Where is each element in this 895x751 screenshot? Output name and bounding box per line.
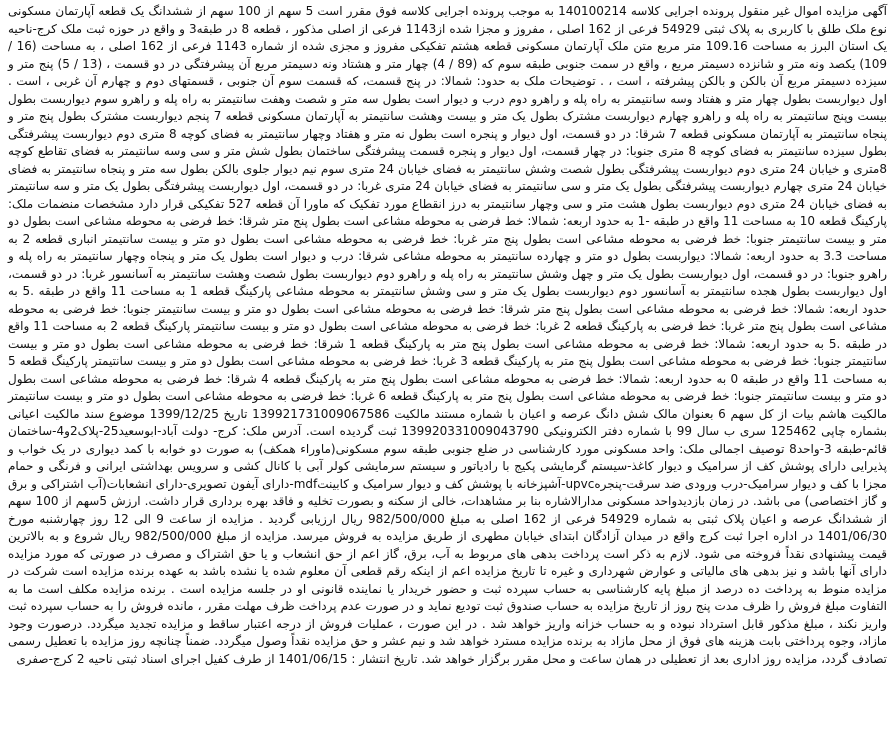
auction-notice-text: آگهی مزایده اموال غیر منقول پرونده اجرایی کلاسه 140100214 به موجب پرونده اجرایی کلاسه فوق مقرر است 5 سهم از 100 سهم از ششدانگ یک قطعه آپارتمان مسکونی نوع ملک طلق با کاربری به پلاک ثبتی 54929 فرعی از 162 اصلی ، مفروز و مجزا شده از1143 فرعی از اصلی مذکور ، قطعه 8 در طبقه3 و واقع در حوزه ثبت ملک کرج-ناحیه یک استان البرز به مساحت 109.16 متر مربع متن ملک آپارتمان مسکونی قطعه هشتم تفکیکی مفروز و مجزی شده از شماره 1143 فرعی از 162 اصلی ، به مساحت (16 / 109) یکصد ونه متر و شانزده دسیمتر مربع ، واقع در سمت جنوبی طبقه سوم که (89 / 4) چهار متر و هشتاد ونه دسیمتر مربع آن پیشرفتگی در دو قسمت ، (13 / 5) پنج متر و سیزده دسیمتر مربع آن بالکن و بالکن پیشرفته ، است ، . توضیحات ملک به حدود: شمالا: در پنج قسمت، که قسمت سوم آن جنوبی ، قسمتهای دوم و چهارم آن غربی ، است . اول دیواربست بطول چهار متر و هفتاد وسه سانتیمتر به راه پله و راهرو دوم درب و دیوار است بطول سه متر و شصت وهفت سانتیمتر به راه پله و راهرو سوم دیواربست بطول بیست وپنج سانتیمتر به راه پله و راهرو چهارم دیواربست مشترک بطول یک متر و بیست وهشت سانتیمتر به آپارتمان مسکونی قطعه 7 پنجم دیواربست مشترک بطول پنج متر و پنجاه سانتیمتر به آپارتمان مسکونی قطعه 7 شرقا: در دو قسمت، اول دیوار و پنجره است بطول نه متر و هفتاد وچهار سانتیمتر به فضای کوچه 8 متری دوم دیواربست پیشرفتگی بطول سیزده سانتیمتر به فضای کوچه 8 متری جنوبا: در چهار قسمت، اول دیوار و پنجره قسمت پیشرفتگی ساختمان بطول شش متر و سی وسه سانتیمتر به فضای تقاطع کوچه 8متری و خیابان 24 متری دوم دیواربست پیشرفتگی بطول شصت وشش سانتیمتر به فضای خیابان 24 متری سوم نیم دیوار جلوی بالکن بطول سه متر و پنجاه سانتیمتر به فضای خیابان 24 متری چهارم دیواربست پیشرفتگی بطول یک متر و سی سانتیمتر به فضای خیابان 24 متری غربا: در دو قسمت، اول دیواربست پیشرفتگی بطول یک متر و سه سانتیمتر به فضای خیابان 24 متری دوم دیواربست بطول هشت متر و سی وچهار سانتیمتر به درز انقطاع مورد تفکیک که ماورا آن قطعه 527 تفکیکی قرار دارد مشخصات منضمات ملک: پارکینگ قطعه 10 به مساحت 11 واقع در طبقه -1 به حدود اربعه: شمالا: خط فرضی به محوطه مشاعی است بطول پنج متر شرقا: خط فرضی به محوطه مشاعی است بطول دو متر و بیست سانتیمتر جنوبا: خط فرضی به محوطه مشاعی است بطول پنج متر غربا: خط فرضی به محوطه مشاعی است بطول دو متر و بیست سانتیمتر انباری قطعه 2 به مساحت 3.3 به حدود اربعه: شمالا: دیواربست بطول دو متر و چهارده سانتیمتر به محوطه مشاعی شرقا: درب و دیوار است بطول یک متر و پنجاه وچهار سانتیمتر به راه پله و راهرو جنوبا: در دو قسمت، اول دیواربست بطول یک متر و چهل وشش سانتیمتر به راه پله و راهرو دوم دیواربست بطول شصت وهشت سانتیمتر به آسانسور غربا: در دو قسمت، اول دیواربست بطول هجده سانتیمتر به آسانسور دوم دیواربست بطول یک متر و سی وشش سانتیمتر به محوطه مشاعی پارکینگ قطعه 1 به مساحت 11 واقع در طبقه .5 به حدود اربعه: شمالا: خط فرضی به محوطه مشاعی است بطول پنج متر شرقا: خط فرضی به محوطه مشاعی است بطول دو متر و بیست سانتیمتر جنوبا: خط فرضی به محوطه مشاعی است بطول پنج متر غربا: خط فرضی به پارکینگ قطعه 2 غربا: خط فرضی به محوطه مشاعی است بطول دو متر و بیست سانتیمتر پارکینگ قطعه 2 به مساحت 11 واقع در طبقه .5 به حدود اربعه: شمالا: خط فرضی به محوطه مشاعی است بطول پنج متر به پارکینگ قطعه 1 شرقا: خط فرضی به محوطه مشاعی است بطول دو متر و بیست سانتیمتر جنوبا: خط فرضی به محوطه مشاعی است بطول پنج متر به پارکینگ قطعه 3 غربا: خط فرضی به محوطه مشاعی است بطول دو متر و بیست سانتیمتر پارکینگ قطعه 5 به مساحت 11 واقع در طبقه 0 به حدود اربعه: شمالا: خط فرضی به محوطه مشاعی است بطول پنج متر به پارکینگ قطعه 4 شرقا: خط فرضی به محوطه مشاعی است بطول دو متر و بیست سانتیمتر جنوبا: خط فرضی به محوطه مشاعی است بطول پنج متر به پارکینگ قطعه 6 غربا: خط فرضی به محوطه مشاعی است بطول دو متر و بیست سانتیمتر مالکیت هاشم بیات از کل سهم 6 بعنوان مالک شش دانگ عرصه و اعیان با شماره مستند مالکیت 139921731009067586 تاریخ 1399/12/25 موضوع سند مالکیت اعیانی بشماره چاپی 125462 سری ب سال 99 با شماره دفتر الکترونیکی 139920331009043790 ثبت گردیده است. آدرس ملک: کرج- دولت آباد-ابوسعید25-پلاک2و4-ساختمان قائم-طبقه 3-واحد8 توصیف اجمالی ملک: واحد مسکونی مورد کارشناسی در ضلع جنوبی طبقه سوم مسکونی(ماوراء همکف) به صورت دو خوابه با کمد دیواری در یک خواب و پذیرایی دارای پوشش کف از سرامیک و دیوار کاغذ-سیستم گرمایشی پکیج با رادیاتور و سیستم سرمایشی کولر آبی با کانال کشی و سرویس بهداشتی ایرانی و فرنگی و حمام مجزا با کف و دیوار سرامیک-درب ورودی ضد سرقت-پنجرهupvc-آشپزخانه با پوشش کف و دیوار سرامیک و کابینتmdf-دارای آیفون تصویری-دارای انشعابات(آب اشتراکی و برق و گاز اختصاصی) می باشد. در زمان بازدیدواحد مسکونی مدارالاشاره بنا بر مشاهدات، خالی از سکنه و بصورت تخلیه و فاقد بهره برداری قرار داشت. ارزش 5سهم از 100 سهم از ششدانگ عرصه و اعیان پلاک ثبتی به شماره 54929 فرعی از 162 اصلی به مبلغ 982/500/000 ریال ارزیابی گردید . مزایده از ساعت 9 الی 12 روز چهارشنبه مورخ 1401/06/30 در اداره اجرا ثبت کرج واقع در میدان آزادگان ابتدای خیابان مطهری از طریق مزایده به فروش میرسد. مزایده از مبلغ 982/500/000 ریال شروع و به بالاترین قیمت پیشنهادی نقداً فروخته می شود. لازم به ذکر است پرداخت بدهی های مربوط به آب، برق، گاز اعم از حق انشعاب و یا حق اشتراک و مصرف در صورتی که مورد مزایده دارای آنها باشد و نیز بدهی های مالیاتی و عوارض شهرداری و غیره تا تاریخ مزایده اعم از اینکه رقم قطعی آن معلوم شده یا نشده باشد به عهده برنده مزایده است شرکت در مزایده منوط به پرداخت ده درصد از مبلغ پایه کارشناسی به حساب سپرده ثبت و حضور خریدار یا نماینده قانونی او در جلسه مزایده است . برنده مزایده مکلف است ما به التفاوت مبلغ فروش را ظرف مدت پنج روز از تاریخ مزایده به حساب صندوق ثبت تودیع نماید و در صورت عدم پرداخت ظرف مهلت مقرر ، مانده فروش را به حساب سپرده ثبت واریز نکند ، مبلغ مذکور قابل استرداد نبوده و به حساب خزانه واریز خواهد شد . در این صورت ، عملیات فروش از درجه اعتبار ساقط و مزایده تجدید میگردد. درصورت وجود مازاد، وجوه پرداختی بابت هزینه های فوق از محل مازاد به برنده مزایده مسترد خواهد شد و نیم عشر و حق مزایده نقداً وصول میگردد. ضمناً چنانچه روز مزایده با تعطیل رسمی تصادف گردد، مزایده روز اداری بعد از تعطیلی در همان ساعت و محل مقرر برگزار خواهد شد. تاریخ انتشار : 1401/06/15 از طرف کفیل اجرای اسناد ثبتی ناحیه 2 کرج-صفری <box>8 4 888 666</box>
